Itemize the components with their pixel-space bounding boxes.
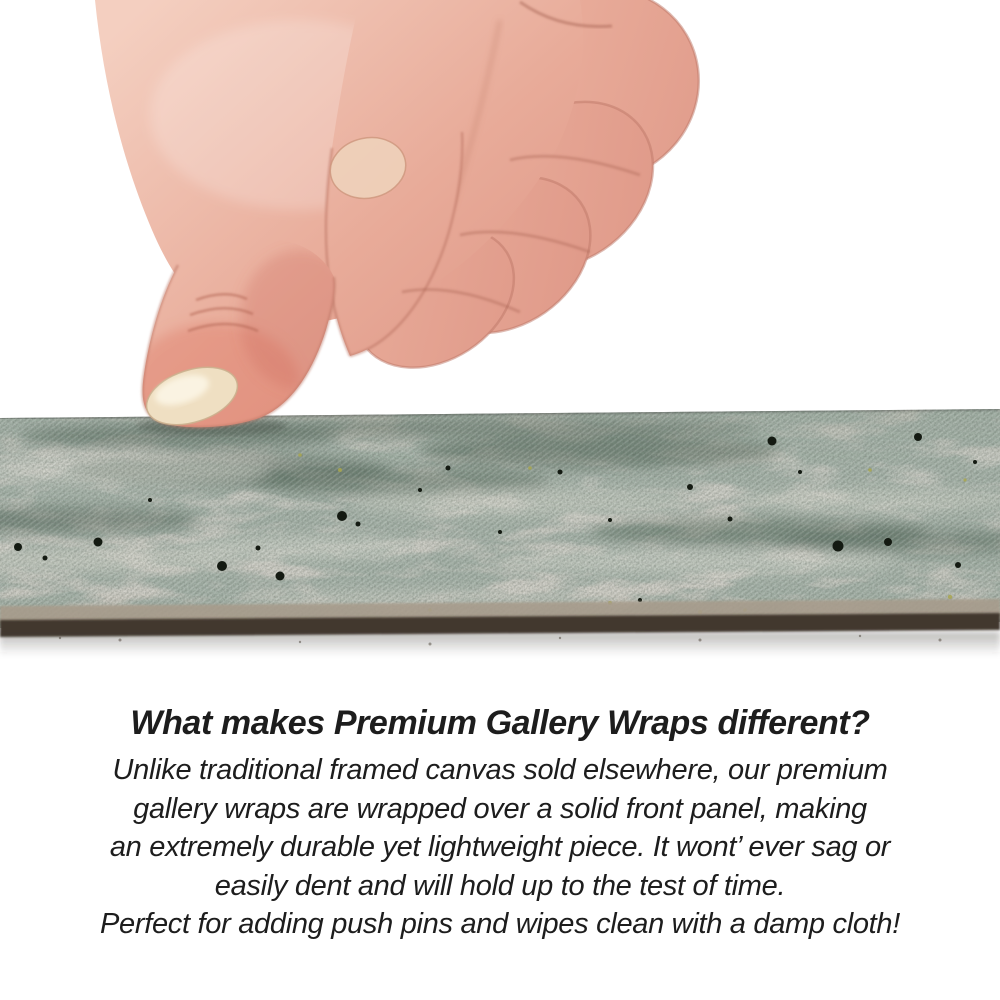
caption-line-4: easily dent and will hold up to the test of time.: [214, 869, 786, 902]
caption-block: [0, 701, 1000, 944]
caption-line-2: gallery wraps are wrapped over a solid front panel, making: [133, 792, 867, 825]
caption-line-1: Unlike traditional framed canvas sold elsewhere, our premium: [112, 754, 888, 786]
hand-photo: [95, 0, 734, 447]
canvas-strip: [0, 405, 1000, 656]
caption-heading: What makes Premium Gallery Wraps different?: [130, 704, 870, 742]
caption-line-3: an extremely durable yet lightweight piece. It wont’ ever sag or: [109, 831, 891, 863]
caption-line-5: Perfect for adding push pins and wipes clean with a damp cloth!: [99, 908, 901, 940]
strip-shadow: [0, 632, 1000, 656]
